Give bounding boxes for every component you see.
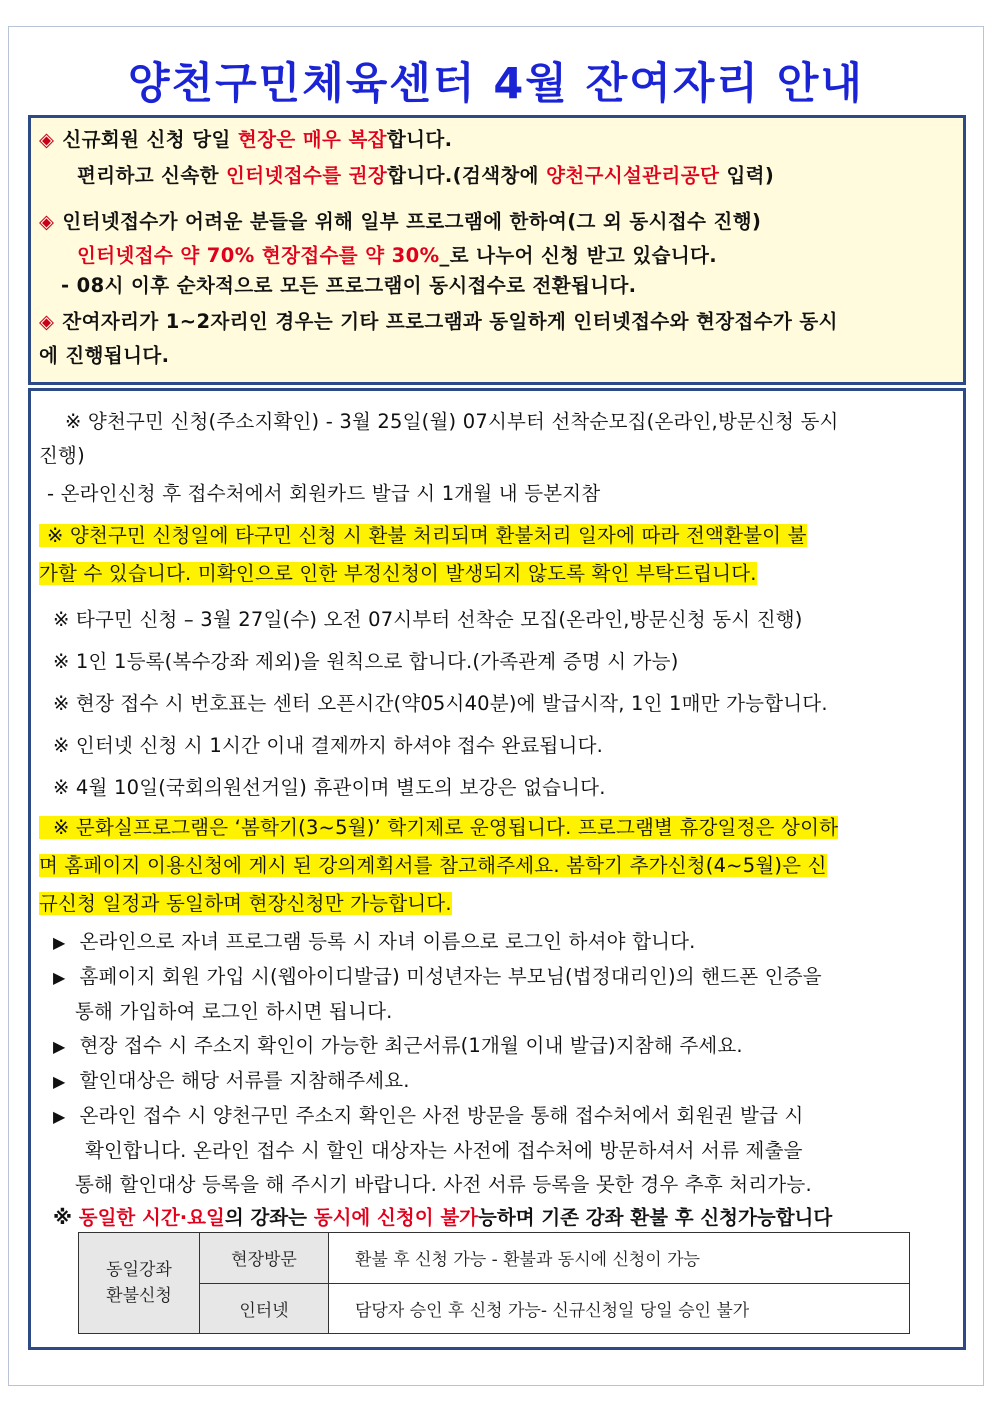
content-line: ※ 양천구민 신청(주소지확인) - 3월 25일(월) 07시부터 선착순모집(온라인,방문신청 동시: [65, 410, 839, 433]
content-line: ※ 4월 10일(국회의원선거일) 휴관이며 별도의 보강은 없습니다.: [53, 776, 606, 799]
bullet-continuation: 통해 가입하여 로그인 하시면 됩니다.: [75, 1000, 393, 1023]
bullet-item: ▶ 할인대상은 해당 서류를 지참해주세요.: [53, 1069, 410, 1092]
highlight-line: ※ 문화실프로그램은 ‘봄학기(3~5월)’ 학기제로 운영됩니다. 프로그램별 휴강일정은 상이하: [39, 809, 953, 847]
method-cell: 현장방문: [200, 1233, 329, 1284]
triangle-icon: ▶: [53, 933, 66, 952]
triangle-icon: ▶: [53, 1037, 66, 1056]
content-line: ※ 1인 1등록(복수강좌 제외)을 원칙으로 합니다.(가족관계 증명 시 가능): [53, 650, 679, 673]
diamond-icon: ◈: [39, 128, 55, 151]
highlight-line: 규신청 일정과 동일하며 현장신청만 가능합니다.: [39, 892, 452, 915]
content-line: 진행): [39, 444, 85, 467]
bullet-item: ▶ 현장 접수 시 주소지 확인이 가능한 최근서류(1개월 이내 발급)지참해 주세요.: [53, 1034, 743, 1057]
bullet-continuation: 확인합니다. 온라인 접수 시 할인 대상자는 사전에 접수처에 방문하셔서 서류 제출을: [85, 1139, 803, 1162]
desc-cell: 환불 후 신청 가능 - 환불과 동시에 신청이 가능: [329, 1233, 910, 1284]
notice-line-6: ◈ 잔여자리가 1~2자리인 경우는 기타 프로그램과 동일하게 인터넷접수와 현장접수가 동시: [39, 310, 838, 333]
search-keyword: 양천구시설관리공단: [546, 164, 720, 187]
online-recommend-emphasis: 인터넷접수를 권장: [226, 164, 388, 187]
bullet-item: ▶ 온라인으로 자녀 프로그램 등록 시 자녀 이름으로 로그인 하셔야 합니다.: [53, 930, 696, 953]
notice-line-1: ◈ 신규회원 신청 당일 현장은 매우 복잡합니다.: [39, 128, 453, 151]
triangle-icon: ▶: [53, 968, 66, 987]
content-box: [28, 388, 966, 1350]
notice-line-4: 인터넷접수 약 70% 현장접수를 약 30%_로 나누어 신청 받고 있습니다.: [77, 244, 718, 267]
refund-table: [78, 1232, 910, 1334]
content-line: ※ 현장 접수 시 번호표는 센터 오픈시간(약05시40분)에 발급시작, 1인 1매만 가능합니다.: [53, 692, 828, 715]
content-line: ※ 타구민 신청 – 3월 27일(수) 오전 07시부터 선착순 모집(온라인,방문신청 동시 진행): [53, 608, 803, 631]
table-category: 동일강좌 환불신청: [79, 1233, 200, 1334]
page-title: 양천구민체육센터 4월 잔여자리 안내: [128, 59, 864, 109]
diamond-icon: ◈: [39, 210, 55, 233]
highlight-line: 며 홈페이지 이용신청에 게시 된 강의계획서를 참고해주세요. 봄학기 추가신청(4~5월)은 신: [39, 854, 827, 877]
highlight-line: 가할 수 있습니다. 미확인으로 인한 부정신청이 발생되지 않도록 확인 부탁드립니다.: [39, 562, 757, 585]
desc-cell: 담당자 승인 후 신청 가능- 신규신청일 당일 승인 불가: [329, 1283, 910, 1334]
table-row: [79, 1233, 910, 1284]
notice-line-5: - 08시 이후 순차적으로 모든 프로그램이 동시접수로 전환됩니다.: [61, 274, 637, 297]
crowded-emphasis: 현장은 매우 복잡: [237, 128, 387, 151]
highlight-line: ※ 양천구민 신청일에 타구민 신청 시 환불 처리되며 환불처리 일자에 따라 전액환불이 불: [39, 517, 953, 555]
bullet-item: ▶ 온라인 접수 시 양천구민 주소지 확인은 사전 방문을 통해 접수처에서 회원권 발급 시: [53, 1104, 804, 1127]
ratio-emphasis: 인터넷접수 약 70% 현장접수를 약 30%: [77, 244, 440, 267]
content-line: ※ 인터넷 신청 시 1시간 이내 결제까지 하셔야 접수 완료됩니다.: [53, 734, 604, 757]
same-time-notice: ※ 동일한 시간·요일의 강좌는 동시에 신청이 불가능하며 기존 강좌 환불 후 신청가능합니다: [53, 1206, 833, 1229]
content-line: - 온라인신청 후 접수처에서 회원카드 발급 시 1개월 내 등본지참: [47, 482, 601, 505]
bullet-continuation: 통해 할인대상 등록을 해 주시기 바랍니다. 사전 서류 등록을 못한 경우 추후 처리가능.: [75, 1173, 812, 1196]
notice-line-3: ◈ 인터넷접수가 어려운 분들을 위해 일부 프로그램에 한하여(그 외 동시접수 진행): [39, 210, 762, 233]
triangle-icon: ▶: [53, 1107, 66, 1126]
table-row: [79, 1283, 910, 1334]
triangle-icon: ▶: [53, 1072, 66, 1091]
bullet-item: ▶ 홈페이지 회원 가입 시(웹아이디발급) 미성년자는 부모님(법정대리인)의 핸드폰 인증을: [53, 965, 822, 988]
method-cell: 인터넷: [200, 1283, 329, 1334]
notice-line-2: 편리하고 신속한 인터넷접수를 권장합니다.(검색창에 양천구시설관리공단 입력): [77, 164, 775, 187]
notice-box: [28, 115, 966, 385]
diamond-icon: ◈: [39, 310, 55, 333]
notice-line-7: 에 진행됩니다.: [39, 344, 170, 367]
